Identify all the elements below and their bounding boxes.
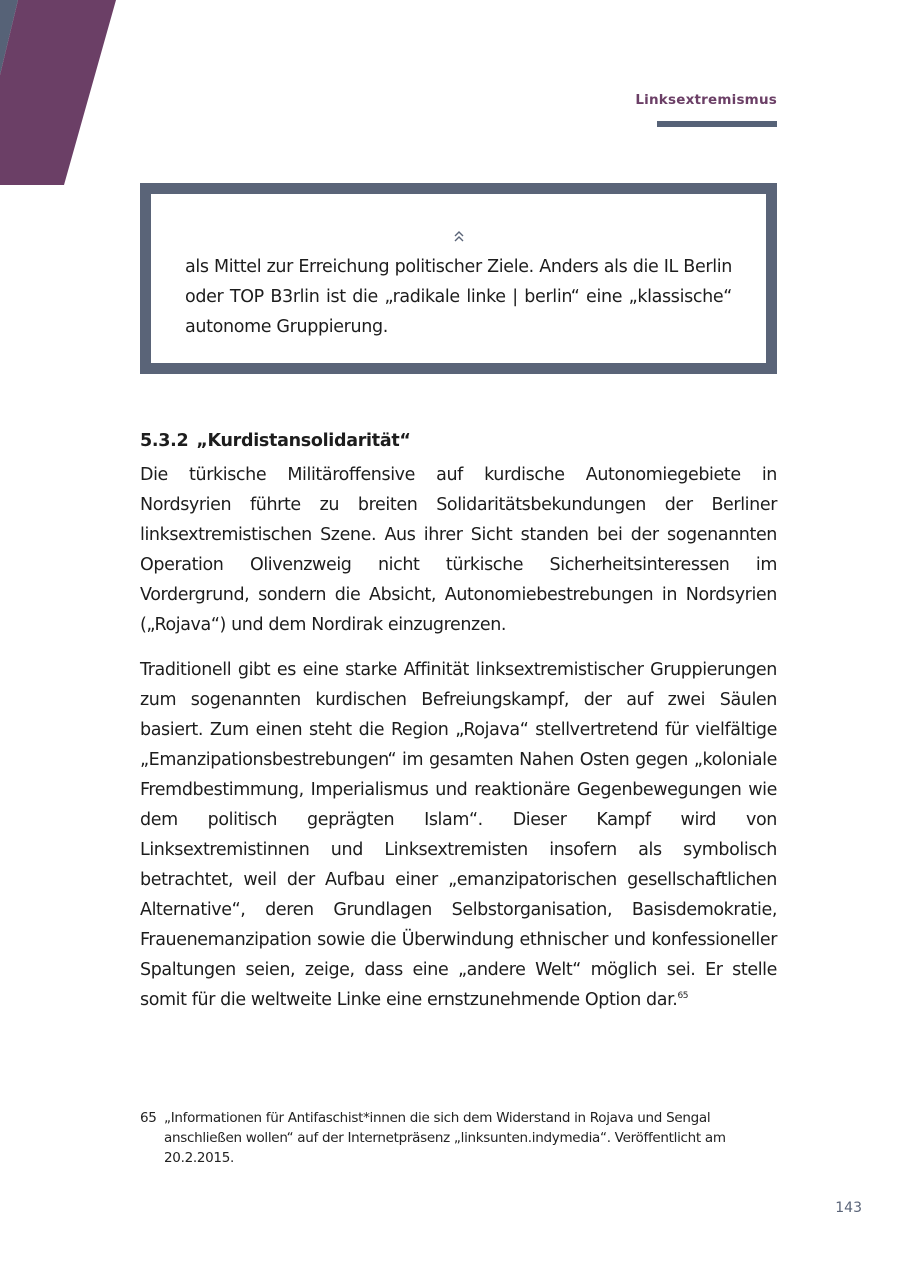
paragraph-2-text: Traditionell gibt es eine starke Affinität linksextremistischer Gruppierungen zum sogenannten kurdischen Befreiungskampf, der auf zwei Säulen basiert. Zum einen steht die Region „Rojava“ stellvertretend für vielfältige „Emanzipationsbestrebungen“ im gesamten Nahen Osten gegen „koloniale Fremdbestimmung, Imperialismus und reaktionäre Gegenbewegungen wie dem politisch geprägten Islam“. Dieser Kampf wird von Linksextremistinnen und Linksextremisten insofern als symbolisch betrachtet, weil der Aufbau einer „emanzipatorischen gesellschaftlichen Alternative“, deren Grundlagen Selbstorganisation, Basisdemokratie, Frauenemanzipation sowie die Überwindung ethnischer und konfessioneller Spaltungen seien, zeige, dass eine „andere Welt“ möglich sei. Er stelle somit für die weltweite Linke eine ernstzunehmende Option dar.	[140, 660, 777, 1010]
page-number: 143	[835, 1200, 862, 1216]
paragraph-2	[140, 655, 777, 1015]
info-box	[140, 183, 777, 374]
corner-purple-shape	[0, 0, 116, 185]
section-tag-underline	[657, 121, 777, 127]
info-box-text: als Mittel zur Erreichung politischer Ziele. Anders als die IL Berlin oder TOP B3rlin ist die „radikale linke | berlin“ eine „klassische“ autonome Gruppierung.	[185, 257, 732, 337]
section-number: 5.3.2	[140, 431, 189, 451]
section-title: „Kurdistansolidarität“	[196, 431, 411, 451]
section-tag: Linksextremismus	[635, 92, 777, 108]
footnote-text: „Informationen für Antifaschist*innen die sich dem Widerstand in Rojava und Sengal anschließen wollen“ auf der Internetpräsenz „linksunten.indymedia“. Veröffentlicht am 20.2.2015.	[164, 1110, 726, 1166]
footnote-number: 65	[140, 1110, 157, 1126]
section-heading	[140, 431, 411, 451]
footnote	[140, 1108, 780, 1168]
footnote-reference[interactable]: 65	[677, 991, 689, 1002]
double-chevron-up-icon	[151, 228, 766, 242]
paragraph-1: Die türkische Militäroffensive auf kurdische Autonomiegebiete in Nordsyrien führte zu breiten Solidaritätsbekundungen der Berliner linksextremistischen Szene. Aus ihrer Sicht standen bei der sogenannten Operation Olivenzweig nicht türkische Sicherheitsinteressen im Vordergrund, sondern die Absicht, Autonomiebestrebungen in Nordsyrien („Rojava“) und dem Nordirak einzugrenzen.	[140, 465, 777, 635]
corner-decoration	[0, 0, 120, 185]
